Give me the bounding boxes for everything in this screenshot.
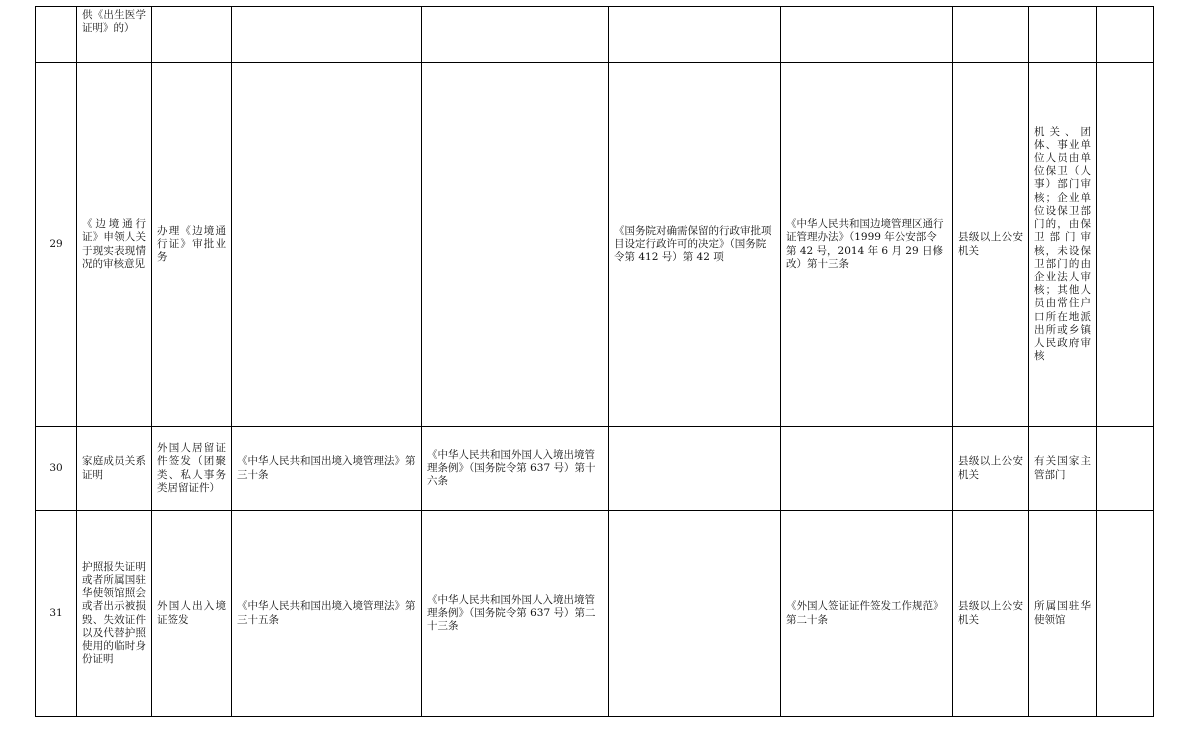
table-row (36, 7, 1154, 63)
cell-regulation: 《中华人民共和国外国人入境出境管理条例》（国务院令第 637 号）第二十三条 (422, 511, 609, 717)
cell-level: 县级以上公安机关 (953, 63, 1029, 427)
cell-dept-rule (781, 7, 953, 63)
cell-remark (1097, 63, 1154, 427)
cell-service (152, 7, 232, 63)
cell-state-council (609, 427, 781, 511)
cell-number: 30 (36, 427, 77, 511)
cell-state-council (609, 511, 781, 717)
cell-service: 外国人出入境证签发 (152, 511, 232, 717)
cell-remark (1097, 7, 1154, 63)
cell-service: 办理《边境通行证》审批业务 (152, 63, 232, 427)
cell-law: 《中华人民共和国出境入境管理法》第三十条 (232, 427, 422, 511)
cell-remark (1097, 511, 1154, 717)
cell-dept-rule: 《外国人签证证件签发工作规范》第二十条 (781, 511, 953, 717)
cell-agency (1029, 7, 1097, 63)
cell-regulation (422, 7, 609, 63)
cell-law (232, 7, 422, 63)
cell-regulation (422, 63, 609, 427)
cell-level (953, 7, 1029, 63)
cell-item: 供《出生医学证明》的） (77, 7, 152, 63)
table-row (36, 63, 1154, 427)
cell-agency: 所属国驻华使领馆 (1029, 511, 1097, 717)
document-page (35, 6, 1154, 717)
cell-agency: 机关、团体、事业单位人员由单位保卫（人事）部门审核；企业单位设保卫部门的，由保卫部门审核，未设保卫部门的由企业法人审核；其他人员由常住户口所在地派出所或乡镇人民政府审核 (1029, 63, 1097, 427)
cell-level: 县级以上公安机关 (953, 427, 1029, 511)
cell-item: 《边境通行证》申领人关于现实表现情况的审核意见 (77, 63, 152, 427)
cell-number: 31 (36, 511, 77, 717)
cell-remark (1097, 427, 1154, 511)
table-row (36, 427, 1154, 511)
table-row (36, 511, 1154, 717)
cell-regulation: 《中华人民共和国外国人入境出境管理条例》（国务院令第 637 号）第十六条 (422, 427, 609, 511)
cell-dept-rule: 《中华人民共和国边境管理区通行证管理办法》（1999 年公安部令第 42 号，2014 年 6 月 29 日修改）第十三条 (781, 63, 953, 427)
cell-level: 县级以上公安机关 (953, 511, 1029, 717)
cell-item: 家庭成员关系证明 (77, 427, 152, 511)
cell-service: 外国人居留证件签发（团聚类、私人事务类居留证件） (152, 427, 232, 511)
cell-item: 护照报失证明或者所属国驻华使领馆照会或者出示被损毁、失效证件以及代替护照使用的临时身份证明 (77, 511, 152, 717)
cell-number: 29 (36, 63, 77, 427)
cell-state-council: 《国务院对确需保留的行政审批项目设定行政许可的决定》（国务院令第 412 号）第 42 项 (609, 63, 781, 427)
cell-law: 《中华人民共和国出境入境管理法》第三十五条 (232, 511, 422, 717)
cell-number (36, 7, 77, 63)
cell-dept-rule (781, 427, 953, 511)
cell-agency: 有关国家主管部门 (1029, 427, 1097, 511)
cell-law (232, 63, 422, 427)
cell-state-council (609, 7, 781, 63)
certificate-table (35, 6, 1154, 717)
